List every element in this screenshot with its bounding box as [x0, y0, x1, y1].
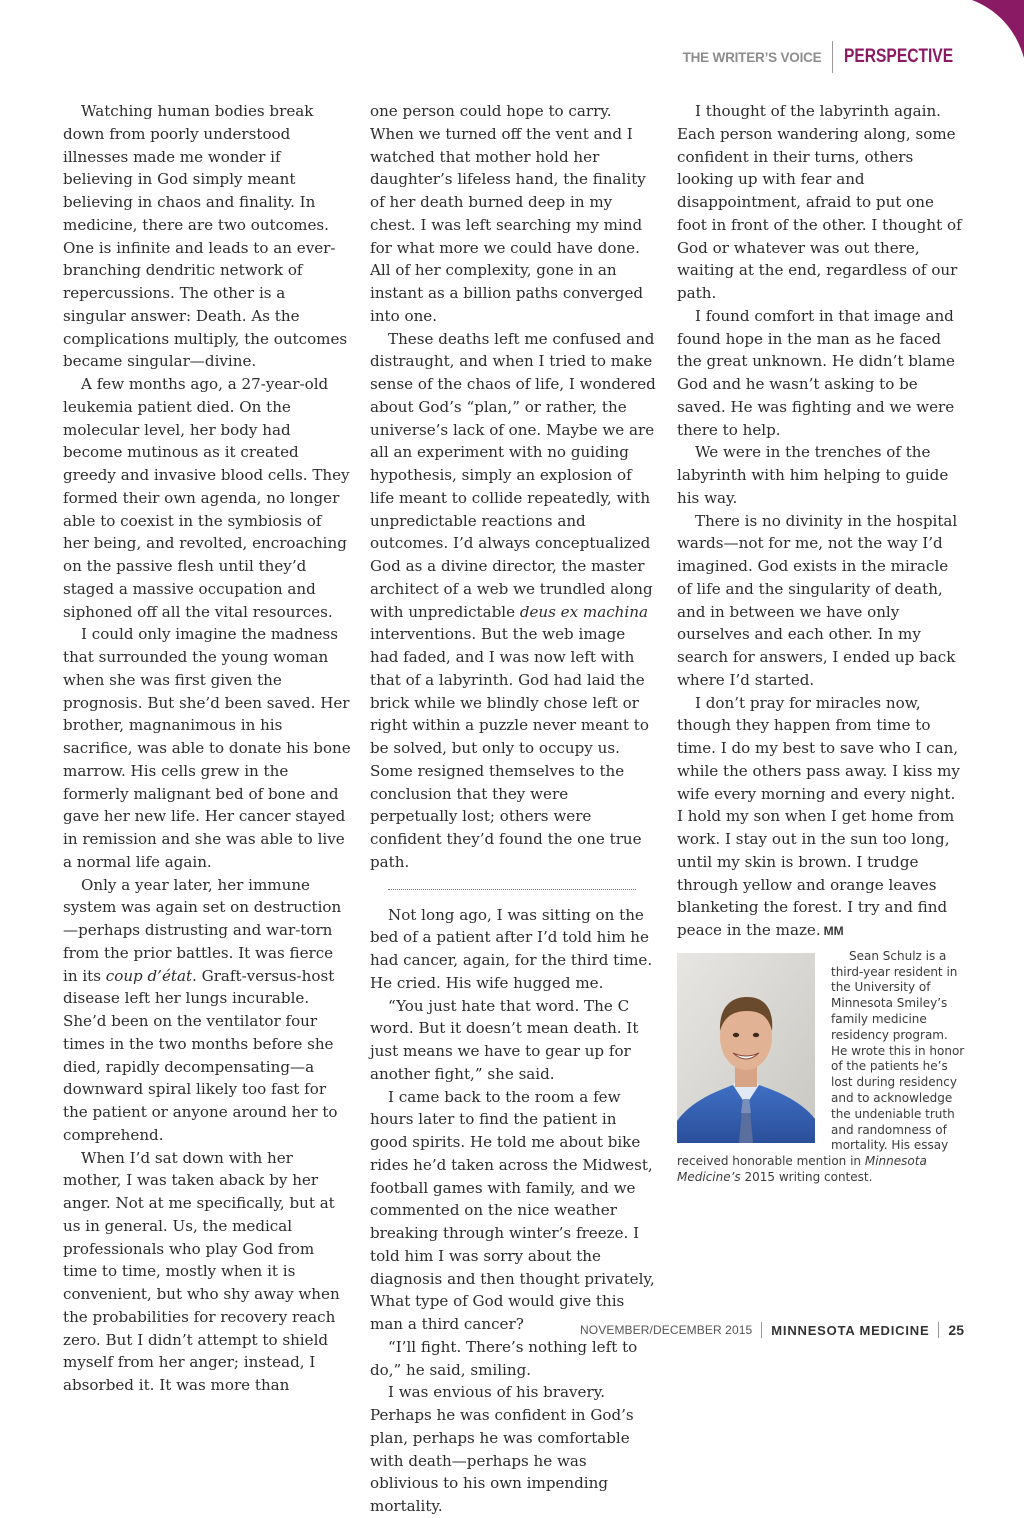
page-header	[683, 42, 960, 72]
bio-italic-title: Minnesota Medicine’s	[677, 1154, 927, 1184]
paragraph	[63, 874, 351, 1147]
article-column-1	[63, 100, 351, 1397]
article-column-3	[677, 100, 965, 1186]
paragraph: I could only imagine the madness that surrounded the young woman when she was first given the prognosis. But she’d been saved. Her brother, magnanimous in his sacrifice, was able to donate his bone marrow. His cells grew in the formerly malignant bed of bone and gave her new life. Her cancer stayed in remission and she was able to live a normal life again.	[63, 625, 351, 871]
paragraph-text: interventions. But the web image had faded, and I was now left with that of a labyrinth. God had laid the brick while we blindly chose left or right within a puzzle never meant to be solved, but only to occupy us. Some resigned themselves to the conclusion that they were perpetually lost; others were confident they’d found the one true path.	[370, 625, 649, 871]
paragraph: one person could hope to carry. When we turned off the vent and I watched that mother hold her daughter’s lifeless hand, the finality of her death burned deep in my chest. I was left searching my mind for what more we could have done. All of her complexity, gone in an instant as a billion paths converged into one.	[370, 102, 646, 325]
magazine-name: MINNESOTA MEDICINE	[771, 1322, 930, 1338]
paragraph: I came back to the room a few hours later to find the patient in good spirits. He told me about bike rides he’d taken across the Midwest, football games with family, and we commented on the nice weather breaking through winter’s freeze. I told him I was sorry about the diagnosis and then thought privately, What type of God would give this man a third cancer?	[370, 1087, 655, 1333]
paragraph: When I’d sat down with her mother, I was taken aback by her anger. Not at me specifically, but at us in general. Us, the medical professionals who play God from time to time, mostly when it is convenient, but who shy away when the probabilities for recovery reach zero. But I didn’t attempt to shield myself from her anger; instead, I absorbed it. It was more than	[63, 1148, 340, 1394]
paragraph-text: . Graft-versus-host disease left her lungs incurable. She’d been on the ventilator four times in the two months before she died, rapidly decompensating—a downward spiral likely too fast for the patient or anyone around her to comprehend.	[63, 966, 338, 1144]
article-column-2	[370, 100, 658, 1518]
header-divider	[832, 41, 834, 73]
paragraph: “You just hate that word. The C word. But it doesn’t mean death. It just means we have to gear up for another fight,” she said.	[370, 996, 639, 1083]
paragraph-text: I don’t pray for miracles now, though they happen from time to time. I do my best to save who I can, while the others pass away. I kiss my wife every morning and every night. I hold my son when I get home from work. I stay out in the sun too long, until my skin is brown. I trudge through yellow and orange leaves blanketing the forest. I try and find peace in the maze.	[677, 693, 960, 939]
end-signature: MM	[823, 924, 844, 938]
section-break-rule	[388, 889, 636, 890]
paragraph	[677, 692, 965, 943]
section-label: THE WRITER’S VOICE	[682, 49, 822, 65]
paragraph: Not long ago, I was sitting on the bed of a patient after I’d told him he had cancer, again, for the third time. He cried. His wife hugged me.	[370, 905, 653, 992]
paragraph-text: These deaths left me confused and distraught, and when I tried to make sense of the chaos of life, I wondered about God’s “plan,” or rather, the universe’s lack of one. Maybe we are all an experiment with no guiding hypothesis, simply an explosion of life meant to collide repeatedly, with unpredictable reactions and outcomes. I’d always conceptualized God as a divine director, the master architect of a web we trundled along with unpredictable	[370, 329, 656, 621]
paragraph: We were in the trenches of the labyrinth with him helping to guide his way.	[677, 443, 949, 507]
bio-text-part: Sean Schulz is a third-year resident in the University of Minnesota Smiley’s family medicine residency program. He wrote this in honor of the patients he’s lost during residency and to acknowledge the undeniable truth and randomness of mortality. His essay received honorable mention in	[677, 948, 965, 1169]
italic-phrase: deus ex machina	[519, 602, 648, 621]
corner-accent-tab	[954, 0, 1024, 60]
category-label: PERSPECTIVE	[844, 46, 954, 67]
author-photo	[677, 953, 815, 1143]
paragraph: A few months ago, a 27-year-old leukemia patient died. On the molecular level, her body had become mutinous as it created greedy and invasive blood cells. They formed their own agenda, no longer able to coexist in the symbiosis of her being, and revolted, encroaching on the passive flesh until they’d staged a massive occupation and siphoned off all the vital resources.	[63, 375, 350, 621]
paragraph: Watching human bodies break down from poorly understood illnesses made me wonder if believing in God simply meant believing in chaos and finality. In medicine, there are two outcomes. One is infinite and leads to an ever-branching dendritic network of repercussions. The other is a singular answer: Death. As the complications multiply, the outcomes became singular—divine.	[63, 102, 348, 371]
footer-divider	[761, 1322, 762, 1338]
author-bio	[677, 949, 965, 1186]
paragraph	[370, 328, 658, 874]
paragraph: “I’ll fight. There’s nothing left to do,” he said, smiling.	[370, 1337, 638, 1379]
paragraph: I was envious of his bravery. Perhaps he was confident in God’s plan, perhaps he was comfortable with death—perhaps he was oblivious to his own impending mortality.	[370, 1383, 634, 1515]
footer-divider	[938, 1322, 939, 1338]
page-footer	[580, 1322, 964, 1338]
bio-text-part: 2015 writing contest.	[740, 1169, 873, 1184]
italic-phrase: coup d’état	[105, 966, 193, 985]
paragraph: I found comfort in that image and found hope in the man as he faced the great unknown. He didn’t blame God and he wasn’t asking to be saved. He was fighting and we were there to help.	[677, 306, 955, 439]
issue-date: NOVEMBER/DECEMBER 2015	[580, 1323, 753, 1337]
paragraph: There is no divinity in the hospital wards—not for me, not the way I’d imagined. God exists in the miracle of life and the singularity of death, and in between we have only ourselves and each other. In my search for answers, I ended up back where I’d started.	[677, 511, 958, 689]
page-number: 25	[948, 1322, 964, 1338]
paragraph: I thought of the labyrinth again. Each person wandering along, some confident in their turns, others looking up with fear and disappointment, afraid to put one foot in front of the other. I thought of God or whatever was out there, waiting at the end, regardless of our path.	[677, 102, 962, 302]
paragraph-text: Only a year later, her immune system was again set on destruction—perhaps distrusting and war-torn from the prior battles. It was fierce in its	[63, 875, 342, 985]
